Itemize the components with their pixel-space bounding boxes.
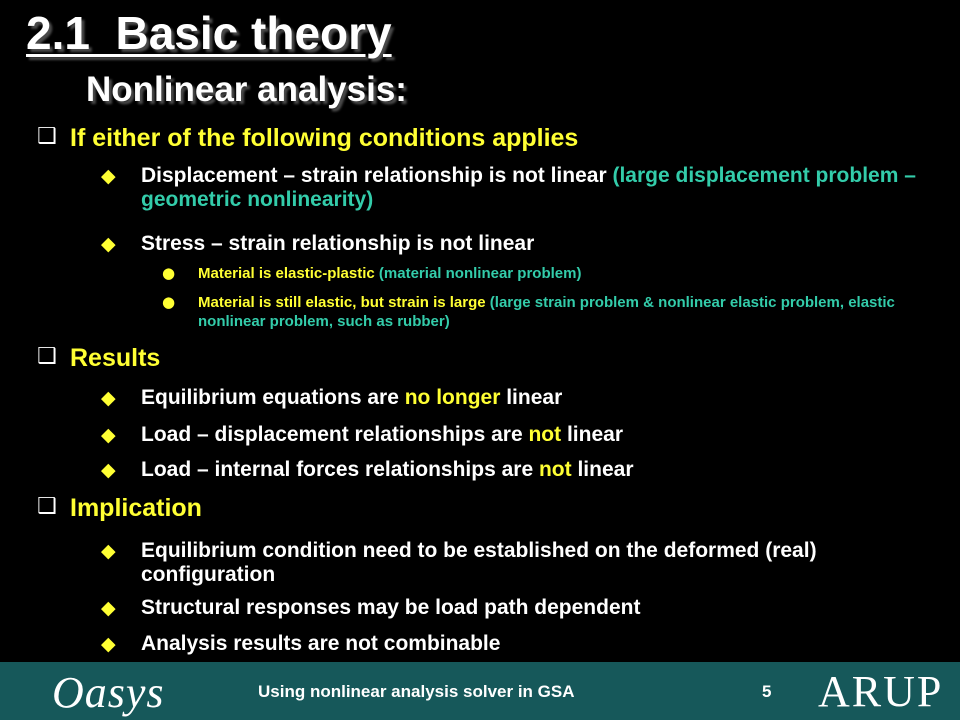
diamond-bullet-icon: ◆ [101, 387, 116, 409]
footer-caption: Using nonlinear analysis solver in GSA [258, 682, 575, 701]
item-highlight: no longer [404, 386, 501, 409]
item-text: Load – displacement relationships are [141, 423, 529, 446]
item-text: Load – internal forces relationships are [141, 458, 539, 481]
item-text: Structural responses may be load path dependent [141, 596, 641, 619]
slide-subtitle: Nonlinear analysis: [86, 70, 407, 109]
diamond-bullet-icon: ◆ [101, 424, 116, 446]
arup-logo: ARUP [818, 667, 944, 716]
item-text: Equilibrium equations are [141, 386, 405, 409]
checkbox-square-icon: ❑ [37, 124, 57, 149]
diamond-bullet-icon: ◆ [101, 597, 116, 619]
list-item [101, 458, 941, 482]
section-heading-text: Implication [70, 494, 202, 522]
list-item [101, 632, 941, 656]
section-heading-implication [37, 494, 202, 523]
diamond-bullet-icon: ◆ [101, 633, 116, 655]
section-heading-text: If either of the following conditions applies [70, 124, 579, 152]
subitem-text: Material is still elastic, but strain is large [198, 294, 490, 311]
section-heading-conditions [37, 124, 579, 153]
item-highlight: not [538, 458, 572, 481]
diamond-bullet-icon: ◆ [101, 165, 116, 187]
footer-bar [0, 662, 960, 720]
item-text: Displacement – strain relationship is not linear [141, 164, 613, 187]
item-text: Equilibrium condition need to be established on the deformed (real) configuration [141, 539, 817, 586]
diamond-bullet-icon: ◆ [101, 233, 116, 255]
item-note: (large displacement problem – geometric nonlinearity) [141, 164, 916, 211]
list-item [101, 539, 941, 587]
sub-list-item [162, 264, 918, 283]
diamond-bullet-icon: ◆ [101, 459, 116, 481]
list-item [101, 596, 941, 620]
round-bullet-icon: ● [162, 264, 176, 282]
item-text-end: linear [571, 458, 634, 481]
list-item [101, 423, 941, 447]
item-highlight: not [528, 423, 562, 446]
checkbox-square-icon: ❑ [37, 344, 57, 369]
item-text: Analysis results are not combinable [141, 632, 501, 655]
sub-list-item [162, 293, 918, 331]
item-text-end: linear [561, 423, 623, 446]
section-heading-text: Results [70, 344, 161, 372]
checkbox-square-icon: ❑ [37, 494, 57, 519]
item-text-end: linear [500, 386, 563, 409]
slide-title: 2.1 Basic theory [26, 7, 392, 59]
list-item [101, 232, 941, 256]
page-number: 5 [762, 682, 772, 701]
subitem-note: (material nonlinear problem) [378, 265, 582, 282]
oasys-logo: Oasys [52, 668, 165, 717]
section-heading-results [37, 344, 161, 373]
item-text: Stress – strain relationship is not linear [141, 232, 535, 255]
list-item [101, 164, 941, 212]
list-item [101, 386, 941, 410]
round-bullet-icon: ● [162, 293, 176, 311]
diamond-bullet-icon: ◆ [101, 540, 116, 562]
subitem-text: Material is elastic-plastic [198, 265, 379, 282]
subitem-note: (large strain problem & nonlinear elastic problem, elastic nonlinear problem, such as rubber) [198, 294, 895, 330]
